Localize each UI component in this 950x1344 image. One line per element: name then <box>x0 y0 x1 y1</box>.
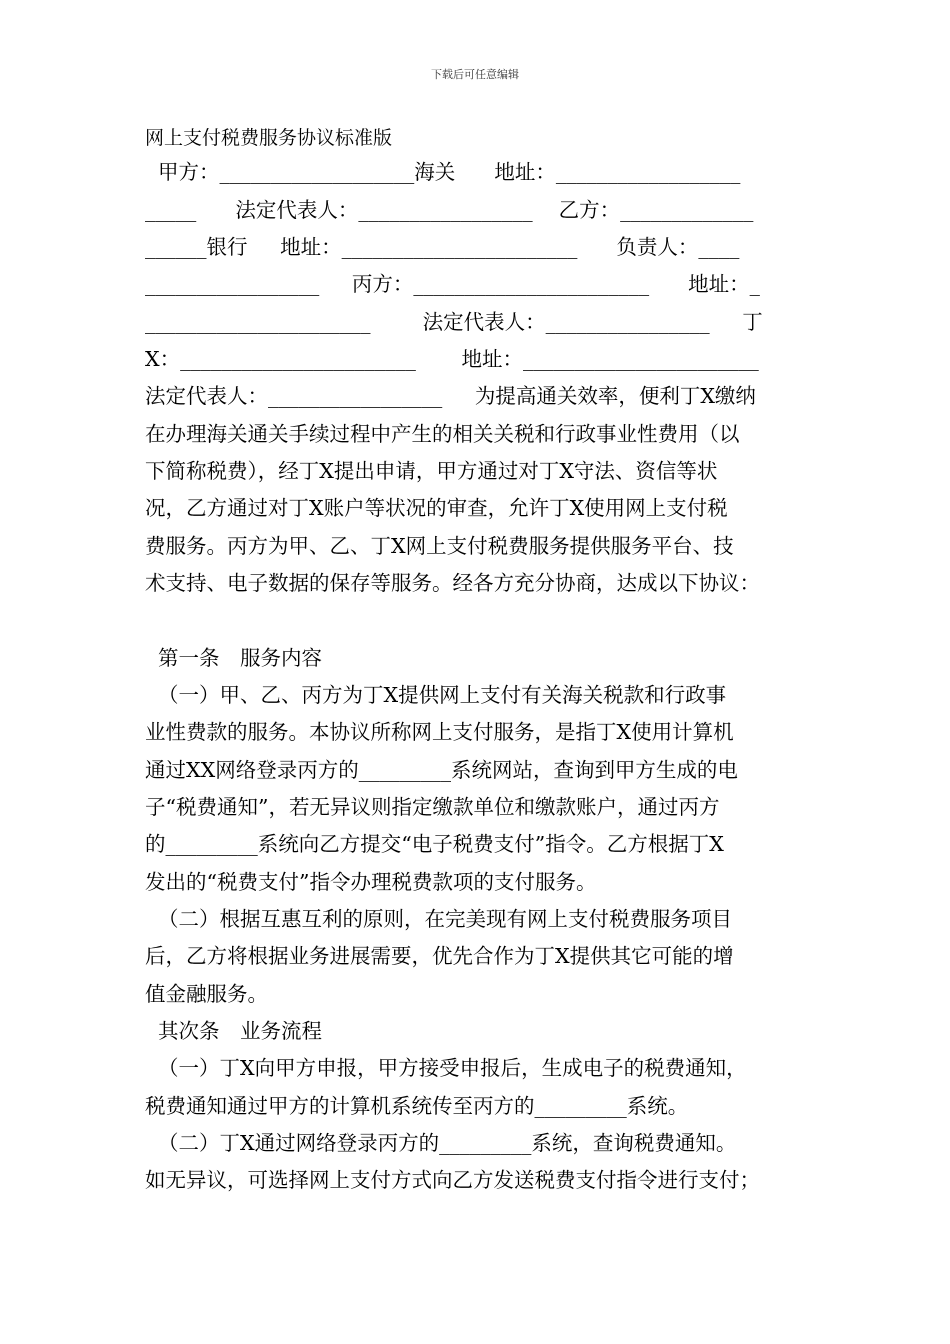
paragraph-line: ______银行 地址：_______________________ 负责人：____ <box>145 235 740 259</box>
paragraph-line: （二）丁X通过网络登录丙方的_________系统，查询税费通知。 <box>145 1131 737 1155</box>
paragraph-line: X：_______________________ 地址：_______________________ <box>145 347 759 371</box>
paragraph-line: _________________ 丙方：_______________________ 地址：_ <box>145 272 760 296</box>
section-heading: 第一条 服务内容 <box>145 646 323 670</box>
paragraph-line: 甲方：___________________海关 地址：__________________ <box>145 160 741 184</box>
paragraph-line: 值金融服务。 <box>145 982 268 1006</box>
paragraph-line: 法定代表人：_________________ 为提高通关效率，便利丁X缴纳 <box>145 384 756 408</box>
paragraph-line: 发出的“税费支付”指令办理税费款项的支付服务。 <box>145 870 597 894</box>
paragraph-line: 费服务。丙方为甲、乙、丁X网上支付税费服务提供服务平台、技 <box>145 534 734 558</box>
paragraph-line: 后，乙方将根据业务进展需要，优先合作为丁X提供其它可能的增 <box>145 944 734 968</box>
document-title: 网上支付税费服务协议标准版 <box>145 127 393 149</box>
paragraph-line: （一）甲、乙、丙方为丁X提供网上支付有关海关税款和行政事 <box>145 683 727 707</box>
paragraph-line: _____ 法定代表人：_________________ 乙方：_____________ <box>145 198 754 222</box>
paragraph-line: 业性费款的服务。本协议所称网上支付服务，是指丁X使用计算机 <box>145 720 734 744</box>
paragraph-line: 税费通知通过甲方的计算机系统传至丙方的_________系统。 <box>145 1094 689 1118</box>
blank-line <box>145 602 810 638</box>
paragraph-line: （二）根据互惠互利的原则，在完美现有网上支付税费服务项目 <box>145 907 733 931</box>
paragraph-line: （一）丁X向甲方申报，甲方接受申报后，生成电子的税费通知， <box>145 1056 747 1080</box>
paragraph-line: 通过XX网络登录丙方的_________系统网站，查询到甲方生成的电 <box>145 758 738 782</box>
section-heading: 其次条 业务流程 <box>145 1019 323 1043</box>
paragraph-line: 术支持、电子数据的保存等服务。经各方充分协商，达成以下协议： <box>145 571 760 595</box>
paragraph-line: 子“税费通知”，若无异议则指定缴款单位和缴款账户，通过丙方 <box>145 795 720 819</box>
paragraph-line: 的_________系统向乙方提交“电子税费支付”指令。乙方根据丁X <box>145 832 724 856</box>
paragraph-line: 如无异议，可选择网上支付方式向乙方发送税费支付指令进行支付； <box>145 1168 760 1192</box>
paragraph-line: 况，乙方通过对丁X账户等状况的审查，允许丁X使用网上支付税 <box>145 496 728 520</box>
download-note: 下载后可任意编辑 <box>431 68 519 81</box>
paragraph-line: 在办理海关通关手续过程中产生的相关关税和行政事业性费用（以 <box>145 422 740 446</box>
paragraph-line: ______________________ 法定代表人：________________ 丁 <box>145 310 763 334</box>
paragraph-line: 下简称税费），经丁X提出申请，甲方通过对丁X守法、资信等状 <box>145 459 718 483</box>
